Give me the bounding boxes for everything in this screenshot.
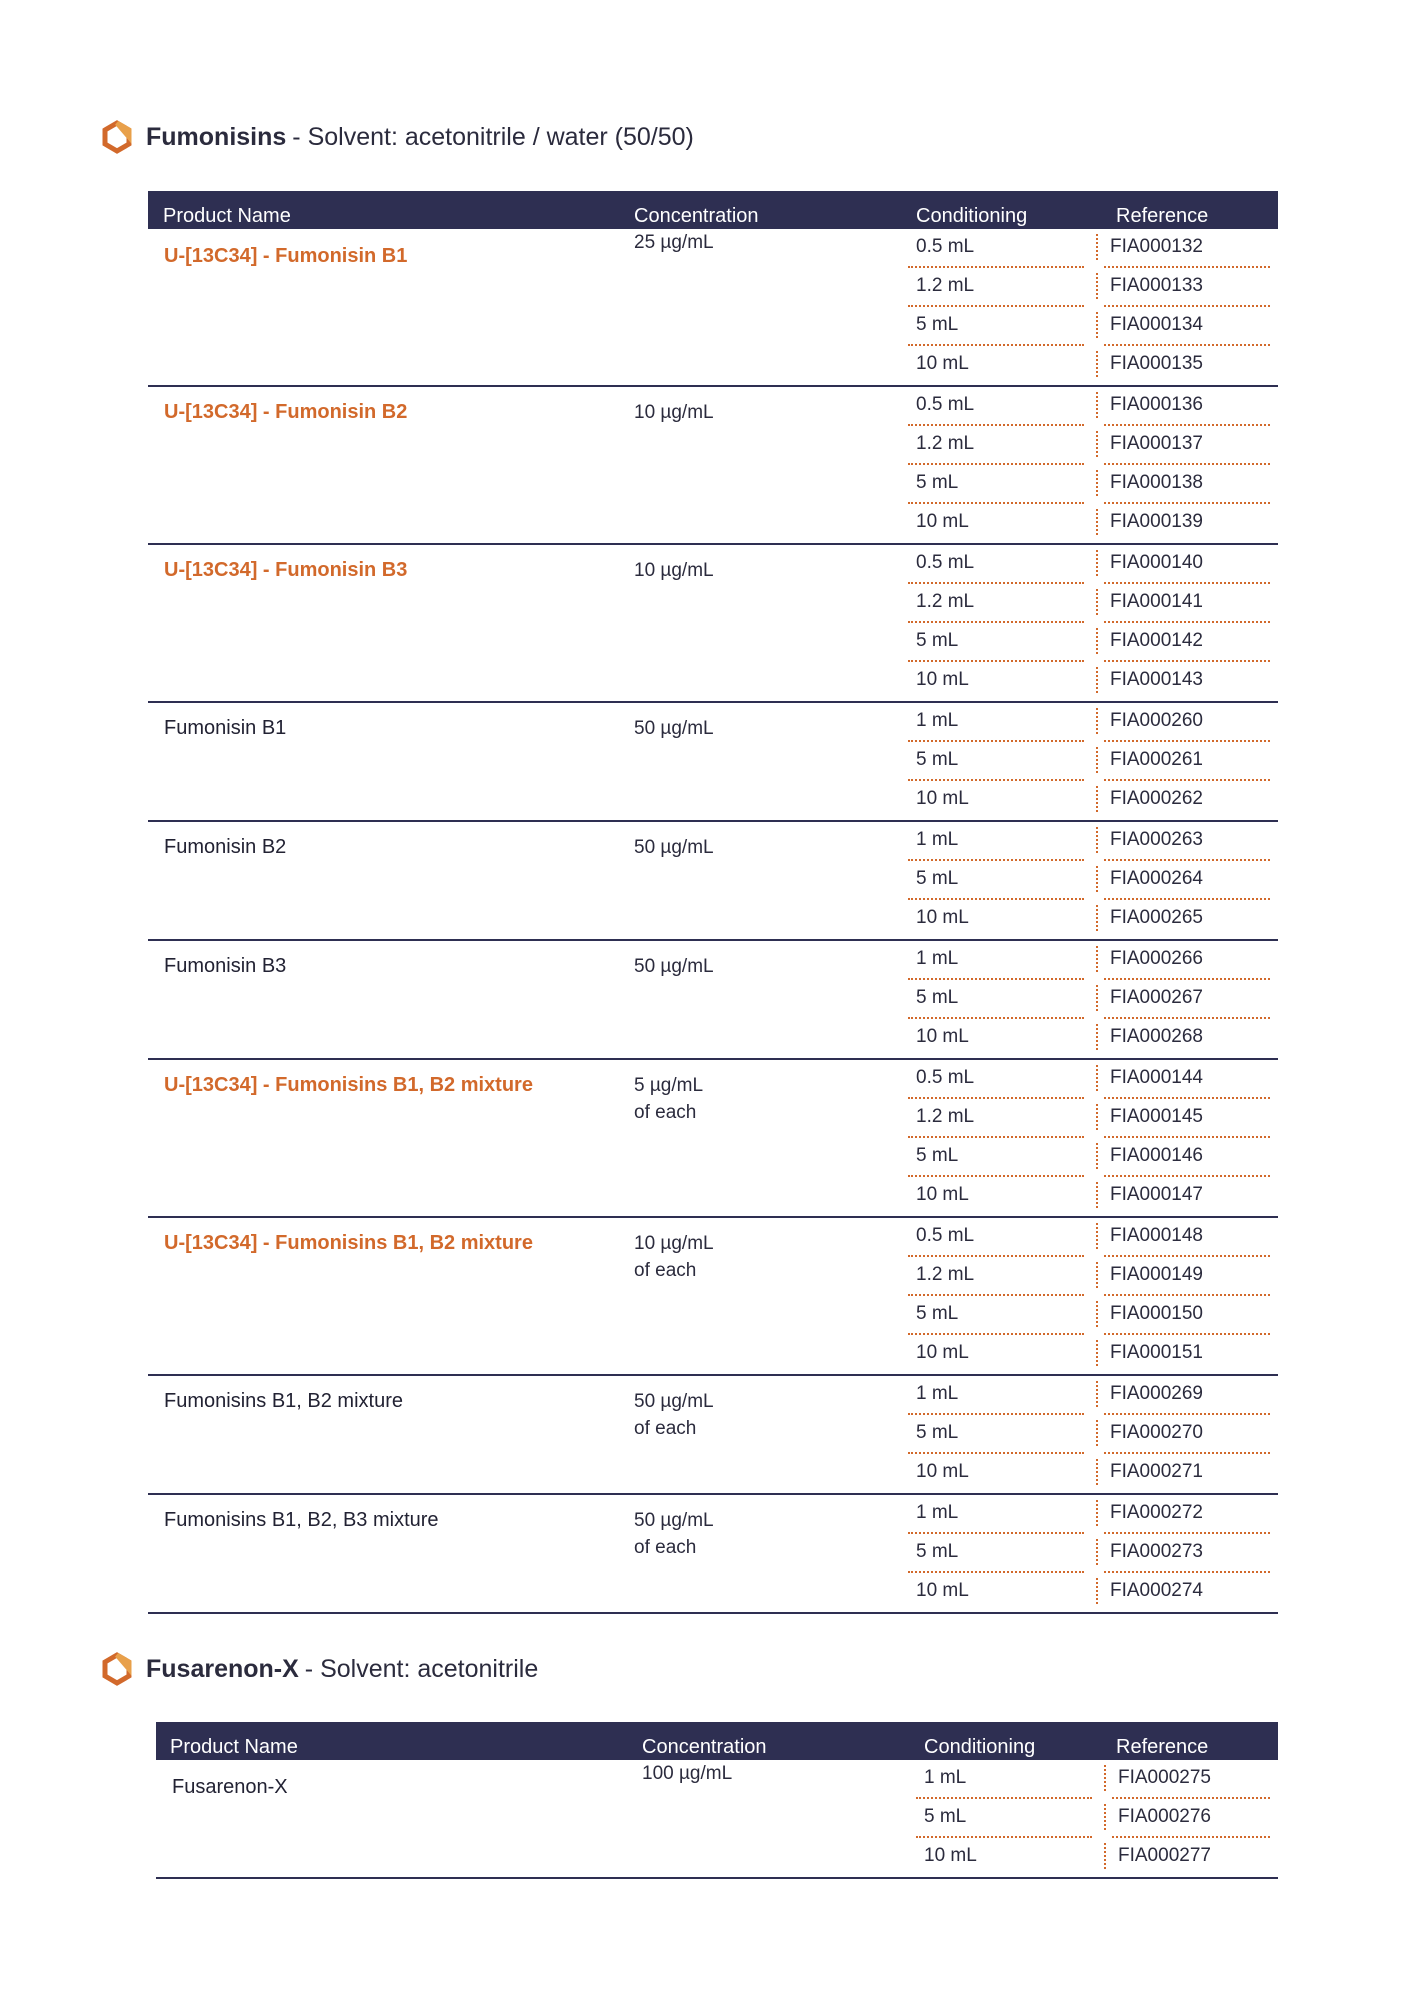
conditioning-value: 0.5 mL (916, 552, 975, 573)
conditioning-value: 0.5 mL (916, 236, 975, 257)
dotted-divider (1096, 1262, 1098, 1288)
reference-code: FIA000147 (1110, 1184, 1203, 1205)
table-row (908, 861, 1278, 900)
dotted-divider (1096, 905, 1098, 931)
reference-code: FIA000149 (1110, 1264, 1203, 1285)
reference-code: FIA000265 (1110, 907, 1203, 928)
conditioning-value: 5 mL (916, 630, 959, 651)
table-row (908, 346, 1278, 385)
reference-code: FIA000263 (1110, 829, 1203, 850)
table-row (908, 1376, 1278, 1415)
section-heading-fusarenon (100, 1652, 538, 1686)
concentration-cell (634, 953, 714, 980)
header-product-name: Product Name (163, 205, 291, 227)
dotted-divider (1096, 550, 1098, 576)
table-row (908, 1296, 1278, 1335)
conditioning-rows (908, 703, 1278, 820)
reference-code: FIA000142 (1110, 630, 1203, 651)
conditioning-value: 5 mL (916, 987, 959, 1008)
reference-code: FIA000132 (1110, 236, 1203, 257)
conditioning-rows (908, 1218, 1278, 1374)
conditioning-value: 1.2 mL (916, 1106, 975, 1127)
conditioning-value: 10 mL (916, 907, 969, 928)
table-row (908, 1099, 1278, 1138)
product-group (148, 229, 1278, 387)
hexagon-logo-icon (100, 1652, 134, 1686)
conditioning-rows (908, 545, 1278, 701)
dotted-divider (1096, 1420, 1098, 1446)
concentration-value: 50 µg/mL (634, 1391, 714, 1412)
conditioning-value: 1.2 mL (916, 275, 975, 296)
conditioning-value: 1 mL (916, 948, 959, 969)
conditioning-rows (908, 941, 1278, 1058)
conditioning-value: 10 mL (916, 669, 969, 690)
concentration-cell (634, 1072, 703, 1126)
reference-code: FIA000264 (1110, 868, 1203, 889)
reference-code: FIA000261 (1110, 749, 1203, 770)
dotted-divider (1104, 1765, 1106, 1791)
conditioning-value: 5 mL (916, 1303, 959, 1324)
reference-code: FIA000141 (1110, 591, 1203, 612)
table-row (908, 1454, 1278, 1493)
dotted-divider (1096, 1104, 1098, 1130)
dotted-divider (1096, 747, 1098, 773)
dotted-divider (1096, 1024, 1098, 1050)
reference-code: FIA000143 (1110, 669, 1203, 690)
table-row (908, 1177, 1278, 1216)
product-group (148, 387, 1278, 545)
product-name: U-[13C34] - Fumonisins B1, B2 mixture (164, 1074, 533, 1096)
conditioning-value: 1 mL (916, 1383, 959, 1404)
table-row (908, 781, 1278, 820)
table-row (908, 1257, 1278, 1296)
dotted-divider (1096, 273, 1098, 299)
reference-code: FIA000260 (1110, 710, 1203, 731)
table-row (908, 623, 1278, 662)
table-row (908, 426, 1278, 465)
reference-code: FIA000276 (1118, 1806, 1211, 1827)
reference-code: FIA000151 (1110, 1342, 1203, 1363)
conditioning-value: 0.5 mL (916, 394, 975, 415)
reference-code: FIA000144 (1110, 1067, 1203, 1088)
product-group (148, 1218, 1278, 1376)
conditioning-value: 5 mL (916, 314, 959, 335)
dotted-divider (1096, 1459, 1098, 1485)
conditioning-value: 0.5 mL (916, 1067, 975, 1088)
dotted-divider (1096, 1065, 1098, 1091)
dotted-divider (1096, 234, 1098, 260)
dotted-divider (1104, 1843, 1106, 1869)
concentration-value: 10 µg/mL (634, 560, 714, 581)
header-conditioning: Conditioning (916, 205, 1028, 227)
dotted-divider (1096, 1182, 1098, 1208)
product-group (148, 703, 1278, 822)
concentration-value: 10 µg/mL (634, 402, 714, 423)
hexagon-logo-icon (100, 120, 134, 154)
conditioning-value: 10 mL (916, 1580, 969, 1601)
conditioning-value: 10 mL (916, 511, 969, 532)
reference-code: FIA000134 (1110, 314, 1203, 335)
product-group (148, 822, 1278, 941)
table-row (908, 703, 1278, 742)
product-name: Fumonisins B1, B2, B3 mixture (164, 1509, 439, 1531)
concentration-note: of each (634, 1418, 697, 1439)
concentration-cell (634, 1388, 714, 1442)
header-reference: Reference (1116, 205, 1209, 227)
reference-code: FIA000146 (1110, 1145, 1203, 1166)
table-row (908, 465, 1278, 504)
conditioning-value: 5 mL (916, 472, 959, 493)
conditioning-value: 1.2 mL (916, 1264, 975, 1285)
conditioning-value: 10 mL (916, 788, 969, 809)
reference-code: FIA000150 (1110, 1303, 1203, 1324)
concentration-value: 10 µg/mL (634, 1233, 714, 1254)
concentration-value: 5 µg/mL (634, 1075, 704, 1096)
reference-code: FIA000271 (1110, 1461, 1203, 1482)
reference-code: FIA000267 (1110, 987, 1203, 1008)
conditioning-rows (908, 1060, 1278, 1216)
concentration-cell (634, 1507, 714, 1561)
conditioning-rows (908, 1495, 1278, 1612)
reference-code: FIA000275 (1118, 1767, 1211, 1788)
product-name: Fumonisin B2 (164, 836, 287, 858)
product-name: U-[13C34] - Fumonisin B3 (164, 559, 408, 581)
product-group (148, 545, 1278, 703)
conditioning-value: 5 mL (916, 868, 959, 889)
conditioning-rows (908, 387, 1278, 543)
reference-code: FIA000274 (1110, 1580, 1203, 1601)
product-group (156, 1760, 1278, 1879)
section-title: Fumonisins (146, 122, 287, 151)
header-conditioning: Conditioning (924, 1736, 1036, 1758)
product-name: U-[13C34] - Fumonisin B2 (164, 401, 408, 423)
reference-code: FIA000262 (1110, 788, 1203, 809)
dotted-divider (1096, 589, 1098, 615)
section-title: Fusarenon-X (146, 1654, 299, 1683)
dotted-divider (1096, 431, 1098, 457)
reference-code: FIA000133 (1110, 275, 1203, 296)
reference-code: FIA000148 (1110, 1225, 1203, 1246)
dotted-divider (1096, 312, 1098, 338)
table-row (916, 1838, 1278, 1877)
table-row (908, 900, 1278, 939)
dotted-divider (1096, 667, 1098, 693)
concentration-value: 50 µg/mL (634, 1510, 714, 1531)
conditioning-value: 10 mL (916, 1026, 969, 1047)
conditioning-value: 10 mL (924, 1845, 977, 1866)
concentration-cell (634, 715, 714, 742)
conditioning-value: 1.2 mL (916, 591, 975, 612)
concentration-note: of each (634, 1537, 697, 1558)
conditioning-rows (916, 1760, 1278, 1877)
table-row (908, 268, 1278, 307)
conditioning-value: 5 mL (916, 749, 959, 770)
section-heading-fumonisins (100, 120, 694, 154)
concentration-cell (634, 399, 714, 426)
table-header (156, 1722, 1278, 1760)
dotted-divider (1096, 470, 1098, 496)
table-header (148, 191, 1278, 229)
table-row (908, 387, 1278, 426)
reference-code: FIA000270 (1110, 1422, 1203, 1443)
table-row (908, 1138, 1278, 1177)
table-row (908, 504, 1278, 543)
concentration-value: 100 µg/mL (642, 1763, 733, 1784)
section-solvent: - Solvent: acetonitrile / water (50/50) (292, 122, 694, 151)
conditioning-value: 0.5 mL (916, 1225, 975, 1246)
table-row (916, 1760, 1278, 1799)
product-group (148, 941, 1278, 1060)
concentration-cell (634, 834, 714, 861)
concentration-cell (634, 229, 714, 256)
table-row (908, 1534, 1278, 1573)
dotted-divider (1096, 1500, 1098, 1526)
table-row (908, 662, 1278, 701)
header-reference: Reference (1116, 1736, 1209, 1758)
conditioning-rows (908, 822, 1278, 939)
concentration-value: 50 µg/mL (634, 837, 714, 858)
dotted-divider (1096, 628, 1098, 654)
dotted-divider (1096, 1301, 1098, 1327)
table-row (908, 1218, 1278, 1257)
reference-code: FIA000272 (1110, 1502, 1203, 1523)
conditioning-value: 5 mL (916, 1422, 959, 1443)
product-name: Fusarenon-X (172, 1776, 288, 1798)
table-row (908, 742, 1278, 781)
table-row (908, 980, 1278, 1019)
table-row (908, 545, 1278, 584)
concentration-value: 50 µg/mL (634, 956, 714, 977)
dotted-divider (1096, 1578, 1098, 1604)
table-row (908, 1019, 1278, 1058)
concentration-value: 50 µg/mL (634, 718, 714, 739)
reference-code: FIA000136 (1110, 394, 1203, 415)
conditioning-value: 10 mL (916, 1342, 969, 1363)
product-group (148, 1495, 1278, 1614)
table-row (908, 229, 1278, 268)
conditioning-value: 10 mL (916, 1461, 969, 1482)
conditioning-value: 1 mL (924, 1767, 967, 1788)
header-concentration: Concentration (642, 1736, 767, 1758)
header-product-name: Product Name (170, 1736, 298, 1758)
table-row (908, 1415, 1278, 1454)
conditioning-rows (908, 1376, 1278, 1493)
reference-code: FIA000145 (1110, 1106, 1203, 1127)
concentration-note: of each (634, 1102, 697, 1123)
conditioning-value: 1 mL (916, 1502, 959, 1523)
conditioning-value: 5 mL (924, 1806, 967, 1827)
reference-code: FIA000269 (1110, 1383, 1203, 1404)
dotted-divider (1096, 985, 1098, 1011)
concentration-cell (642, 1760, 732, 1787)
dotted-divider (1096, 1539, 1098, 1565)
reference-code: FIA000277 (1118, 1845, 1211, 1866)
concentration-cell (634, 557, 714, 584)
product-group (148, 1376, 1278, 1495)
dotted-divider (1096, 392, 1098, 418)
reference-code: FIA000268 (1110, 1026, 1203, 1047)
dotted-divider (1096, 827, 1098, 853)
conditioning-rows (908, 229, 1278, 385)
conditioning-value: 1.2 mL (916, 433, 975, 454)
product-name: U-[13C34] - Fumonisin B1 (164, 245, 408, 267)
product-group (148, 1060, 1278, 1218)
dotted-divider (1096, 866, 1098, 892)
conditioning-value: 1 mL (916, 829, 959, 850)
concentration-value: 25 µg/mL (634, 232, 714, 253)
table-row (908, 1495, 1278, 1534)
reference-code: FIA000139 (1110, 511, 1203, 532)
section-solvent: - Solvent: acetonitrile (304, 1654, 539, 1683)
conditioning-value: 10 mL (916, 353, 969, 374)
table-row (908, 1335, 1278, 1374)
table-row (908, 822, 1278, 861)
product-name: U-[13C34] - Fumonisins B1, B2 mixture (164, 1232, 533, 1254)
table-row (908, 584, 1278, 623)
reference-code: FIA000273 (1110, 1541, 1203, 1562)
dotted-divider (1096, 1143, 1098, 1169)
dotted-divider (1096, 1381, 1098, 1407)
conditioning-value: 10 mL (916, 1184, 969, 1205)
dotted-divider (1096, 946, 1098, 972)
dotted-divider (1096, 708, 1098, 734)
reference-code: FIA000135 (1110, 353, 1203, 374)
table-row (908, 1573, 1278, 1612)
conditioning-value: 5 mL (916, 1541, 959, 1562)
concentration-cell (634, 1230, 714, 1284)
table-row (916, 1799, 1278, 1838)
product-table-fumonisins (148, 191, 1278, 1614)
reference-code: FIA000138 (1110, 472, 1203, 493)
table-row (908, 941, 1278, 980)
reference-code: FIA000137 (1110, 433, 1203, 454)
dotted-divider (1104, 1804, 1106, 1830)
conditioning-value: 5 mL (916, 1145, 959, 1166)
dotted-divider (1096, 1223, 1098, 1249)
reference-code: FIA000266 (1110, 948, 1203, 969)
dotted-divider (1096, 1340, 1098, 1366)
conditioning-value: 1 mL (916, 710, 959, 731)
product-name: Fumonisins B1, B2 mixture (164, 1390, 403, 1412)
reference-code: FIA000140 (1110, 552, 1203, 573)
concentration-note: of each (634, 1260, 697, 1281)
dotted-divider (1096, 786, 1098, 812)
product-name: Fumonisin B1 (164, 717, 287, 739)
table-row (908, 1060, 1278, 1099)
product-table-fusarenon (156, 1722, 1278, 1879)
dotted-divider (1096, 509, 1098, 535)
product-name: Fumonisin B3 (164, 955, 287, 977)
header-concentration: Concentration (634, 205, 759, 227)
table-row (908, 307, 1278, 346)
dotted-divider (1096, 351, 1098, 377)
